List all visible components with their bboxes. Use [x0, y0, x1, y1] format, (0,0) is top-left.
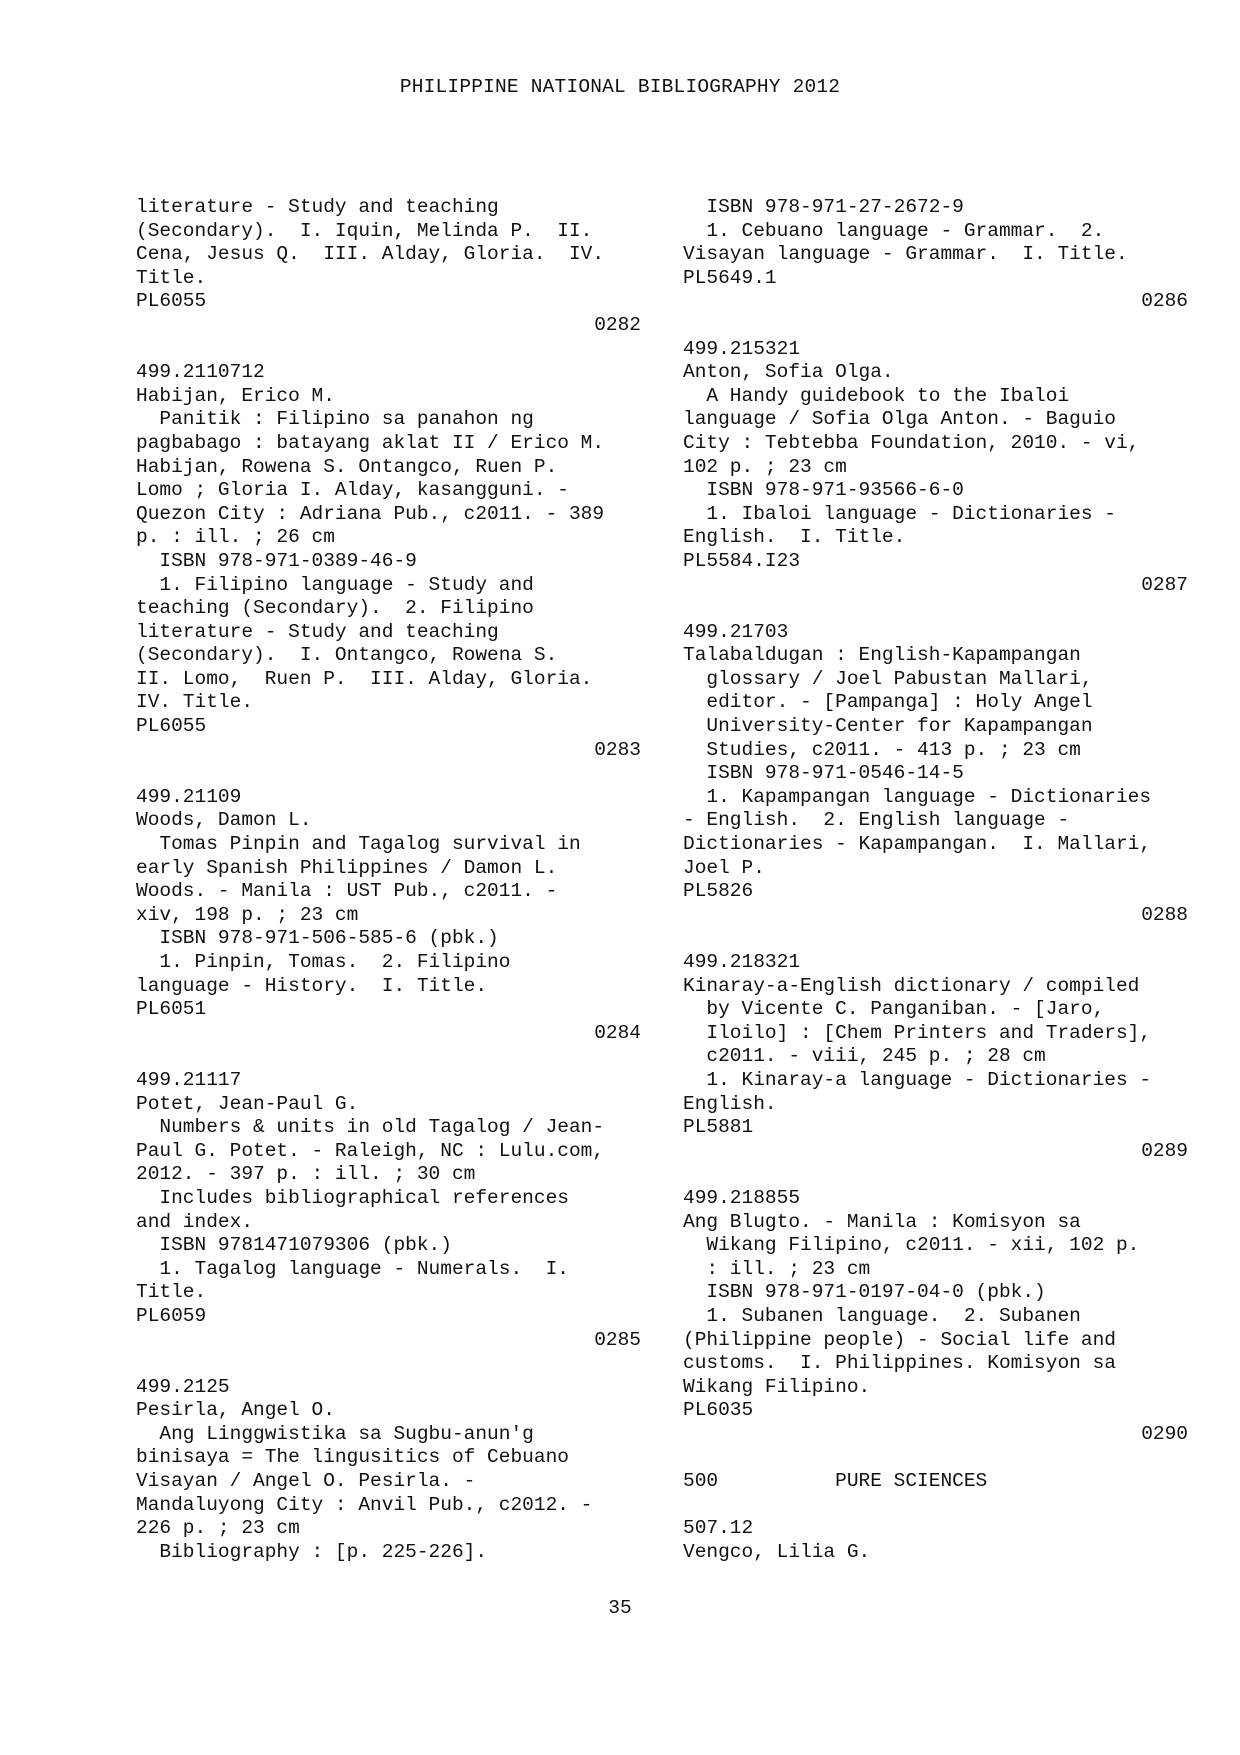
entry-number: 0283 — [594, 738, 641, 761]
text-line: Panitik : Filipino sa panahon ng — [136, 408, 534, 431]
text-line: 1. Subanen language. 2. Subanen — [683, 1304, 1081, 1327]
text-line — [683, 1163, 1188, 1187]
text-line: p. : ill. ; 26 cm — [136, 526, 335, 549]
text-line: Anton, Sofia Olga. — [683, 361, 894, 384]
text-line: PL6055 — [136, 290, 207, 313]
text-line: 499.21109 — [136, 785, 242, 808]
text-line: 499.21703 — [683, 620, 789, 643]
text-line: English. I. Title. — [683, 526, 906, 549]
text-line — [683, 1494, 1188, 1518]
text-line: PL6059 — [136, 1304, 207, 1327]
text-line: Potet, Jean-Paul G. — [136, 1092, 359, 1115]
text-line: 499.21117 — [136, 1068, 242, 1091]
text-line: Habijan, Rowena S. Ontangco, Ruen P. — [136, 455, 558, 478]
entry-number: 0282 — [594, 313, 641, 336]
text-line: (Secondary). I. Ontangco, Rowena S. — [136, 644, 558, 667]
entry-number: 0284 — [594, 1021, 641, 1044]
text-line: Joel P. — [683, 856, 765, 879]
text-line — [136, 762, 641, 786]
text-line: 499.215321 — [683, 337, 801, 360]
text-line: ISBN 978-971-506-585-6 (pbk.) — [136, 927, 499, 950]
text-line: Quezon City : Adriana Pub., c2011. - 389 — [136, 502, 605, 525]
text-line — [136, 338, 641, 362]
text-line: 1. Kapampangan language - Dictionaries — [683, 785, 1152, 808]
text-line: ISBN 9781471079306 (pbk.) — [136, 1234, 452, 1257]
text-line: Woods, Damon L. — [136, 809, 312, 832]
text-line: - English. 2. English language - — [683, 809, 1070, 832]
entry-number: 0285 — [594, 1328, 641, 1351]
text-line: Studies, c2011. - 413 p. ; 23 cm — [683, 738, 1081, 761]
text-line: Iloilo] : [Chem Printers and Traders], — [683, 1021, 1152, 1044]
text-line: 1. Filipino language - Study and — [136, 573, 534, 596]
text-line: Visayan / Angel O. Pesirla. - — [136, 1470, 476, 1493]
text-line: Vengco, Lilia G. — [683, 1540, 871, 1563]
text-line: 1. Cebuano language - Grammar. 2. — [683, 219, 1105, 242]
text-line: English. — [683, 1092, 777, 1115]
text-line: Paul G. Potet. - Raleigh, NC : Lulu.com, — [136, 1139, 605, 1162]
text-line: ISBN 978-971-0389-46-9 — [136, 549, 417, 572]
text-line: 500 PURE SCIENCES — [683, 1470, 988, 1493]
text-line: language / Sofia Olga Anton. - Baguio — [683, 408, 1116, 431]
text-line: and index. — [136, 1210, 254, 1233]
page-number: 35 — [608, 1597, 632, 1619]
text-line: literature - Study and teaching — [136, 620, 499, 643]
text-line: Lomo ; Gloria I. Alday, kasangguni. - — [136, 479, 569, 502]
text-line: (Secondary). I. Iquin, Melinda P. II. — [136, 219, 593, 242]
text-line: ISBN 978-971-0546-14-5 — [683, 762, 964, 785]
entry-number: 0287 — [1141, 573, 1188, 596]
text-line: 499.218321 — [683, 951, 801, 973]
text-line — [683, 597, 1188, 621]
text-line: by Vicente C. Panganiban. - [Jaro, — [683, 998, 1105, 1021]
entry-number: 0289 — [1141, 1139, 1188, 1162]
text-line: Habijan, Erico M. — [136, 384, 335, 407]
text-line: ISBN 978-971-0197-04-0 (pbk.) — [683, 1281, 1046, 1304]
text-line: Ang Blugto. - Manila : Komisyon sa — [683, 1210, 1081, 1233]
text-line: : ill. ; 23 cm — [683, 1257, 871, 1280]
text-line: 226 p. ; 23 cm — [136, 1517, 300, 1540]
entry-number: 0290 — [1141, 1422, 1188, 1445]
text-line: A Handy guidebook to the Ibaloi — [683, 384, 1070, 407]
text-line: 1. Kinaray-a language - Dictionaries - — [683, 1068, 1152, 1091]
text-line: language - History. I. Title. — [136, 974, 488, 997]
text-line: PL5826 — [683, 880, 754, 903]
left-column — [136, 196, 641, 1564]
text-line: Bibliography : [p. 225-226]. — [136, 1540, 488, 1563]
text-line: ISBN 978-971-93566-6-0 — [683, 479, 964, 502]
text-line: 499.2125 — [136, 1375, 230, 1398]
text-line: Includes bibliographical references — [136, 1186, 569, 1209]
text-line: 1. Tagalog language - Numerals. I. — [136, 1257, 569, 1280]
text-line: PL5881 — [683, 1116, 754, 1139]
text-line: Title. — [136, 266, 207, 289]
text-line — [683, 314, 1188, 338]
text-line: Kinaray-a-English dictionary / compiled — [683, 974, 1140, 997]
text-line: Cena, Jesus Q. III. Alday, Gloria. IV. — [136, 243, 605, 266]
text-line: PL6035 — [683, 1399, 754, 1422]
text-line: IV. Title. — [136, 691, 254, 714]
text-line: Tomas Pinpin and Tagalog survival in — [136, 833, 581, 856]
text-line: PL6055 — [136, 715, 207, 738]
text-line: early Spanish Philippines / Damon L. — [136, 856, 558, 879]
text-line: Woods. - Manila : UST Pub., c2011. - — [136, 880, 558, 903]
text-line — [683, 1446, 1188, 1470]
text-line: literature - Study and teaching — [136, 196, 499, 218]
text-line: Talabaldugan : English-Kapampangan — [683, 644, 1081, 667]
text-line: Title. — [136, 1281, 207, 1304]
text-line: glossary / Joel Pabustan Mallari, — [683, 667, 1093, 690]
text-line: 499.218855 — [683, 1186, 801, 1209]
text-line: Wikang Filipino, c2011. - xii, 102 p. — [683, 1234, 1140, 1257]
text-line: customs. I. Philippines. Komisyon sa — [683, 1352, 1116, 1375]
text-line — [136, 1045, 641, 1069]
text-line: Pesirla, Angel O. — [136, 1399, 335, 1422]
right-column — [683, 196, 1188, 1564]
text-line — [683, 927, 1188, 951]
text-line: ISBN 978-971-27-2672-9 — [683, 196, 964, 218]
text-line: pagbabago : batayang aklat II / Erico M. — [136, 431, 605, 454]
text-line: Numbers & units in old Tagalog / Jean- — [136, 1116, 605, 1139]
text-line: II. Lomo, Ruen P. III. Alday, Gloria. — [136, 667, 593, 690]
text-line: c2011. - viii, 245 p. ; 28 cm — [683, 1045, 1046, 1068]
text-line: 1. Ibaloi language - Dictionaries - — [683, 502, 1116, 525]
text-line: Wikang Filipino. — [683, 1375, 871, 1398]
text-line: 2012. - 397 p. : ill. ; 30 cm — [136, 1163, 476, 1186]
text-line: binisaya = The lingusitics of Cebuano — [136, 1446, 569, 1469]
text-line: Visayan language - Grammar. I. Title. — [683, 243, 1128, 266]
text-line: PL5584.I23 — [683, 549, 801, 572]
text-line: PL5649.1 — [683, 266, 777, 289]
text-line: (Philippine people) - Social life and — [683, 1328, 1116, 1351]
text-line: editor. - [Pampanga] : Holy Angel — [683, 691, 1093, 714]
text-line: 499.2110712 — [136, 361, 265, 384]
text-line: Ang Linggwistika sa Sugbu-anun'g — [136, 1422, 534, 1445]
text-line: xiv, 198 p. ; 23 cm — [136, 903, 359, 926]
entry-number: 0286 — [1141, 290, 1188, 313]
entry-number: 0288 — [1141, 903, 1188, 926]
text-line: University-Center for Kapampangan — [683, 715, 1093, 738]
text-line: PL6051 — [136, 998, 207, 1021]
text-line: Dictionaries - Kapampangan. I. Mallari, — [683, 833, 1152, 856]
text-line: 1. Pinpin, Tomas. 2. Filipino — [136, 951, 511, 973]
text-line: Mandaluyong City : Anvil Pub., c2012. - — [136, 1493, 593, 1516]
page-header: PHILIPPINE NATIONAL BIBLIOGRAPHY 2012 — [399, 76, 841, 98]
text-line — [136, 1352, 641, 1376]
text-line: 507.12 — [683, 1517, 754, 1540]
text-line: City : Tebtebba Foundation, 2010. - vi, — [683, 431, 1140, 454]
text-line: 102 p. ; 23 cm — [683, 455, 847, 478]
text-line: teaching (Secondary). 2. Filipino — [136, 597, 534, 620]
